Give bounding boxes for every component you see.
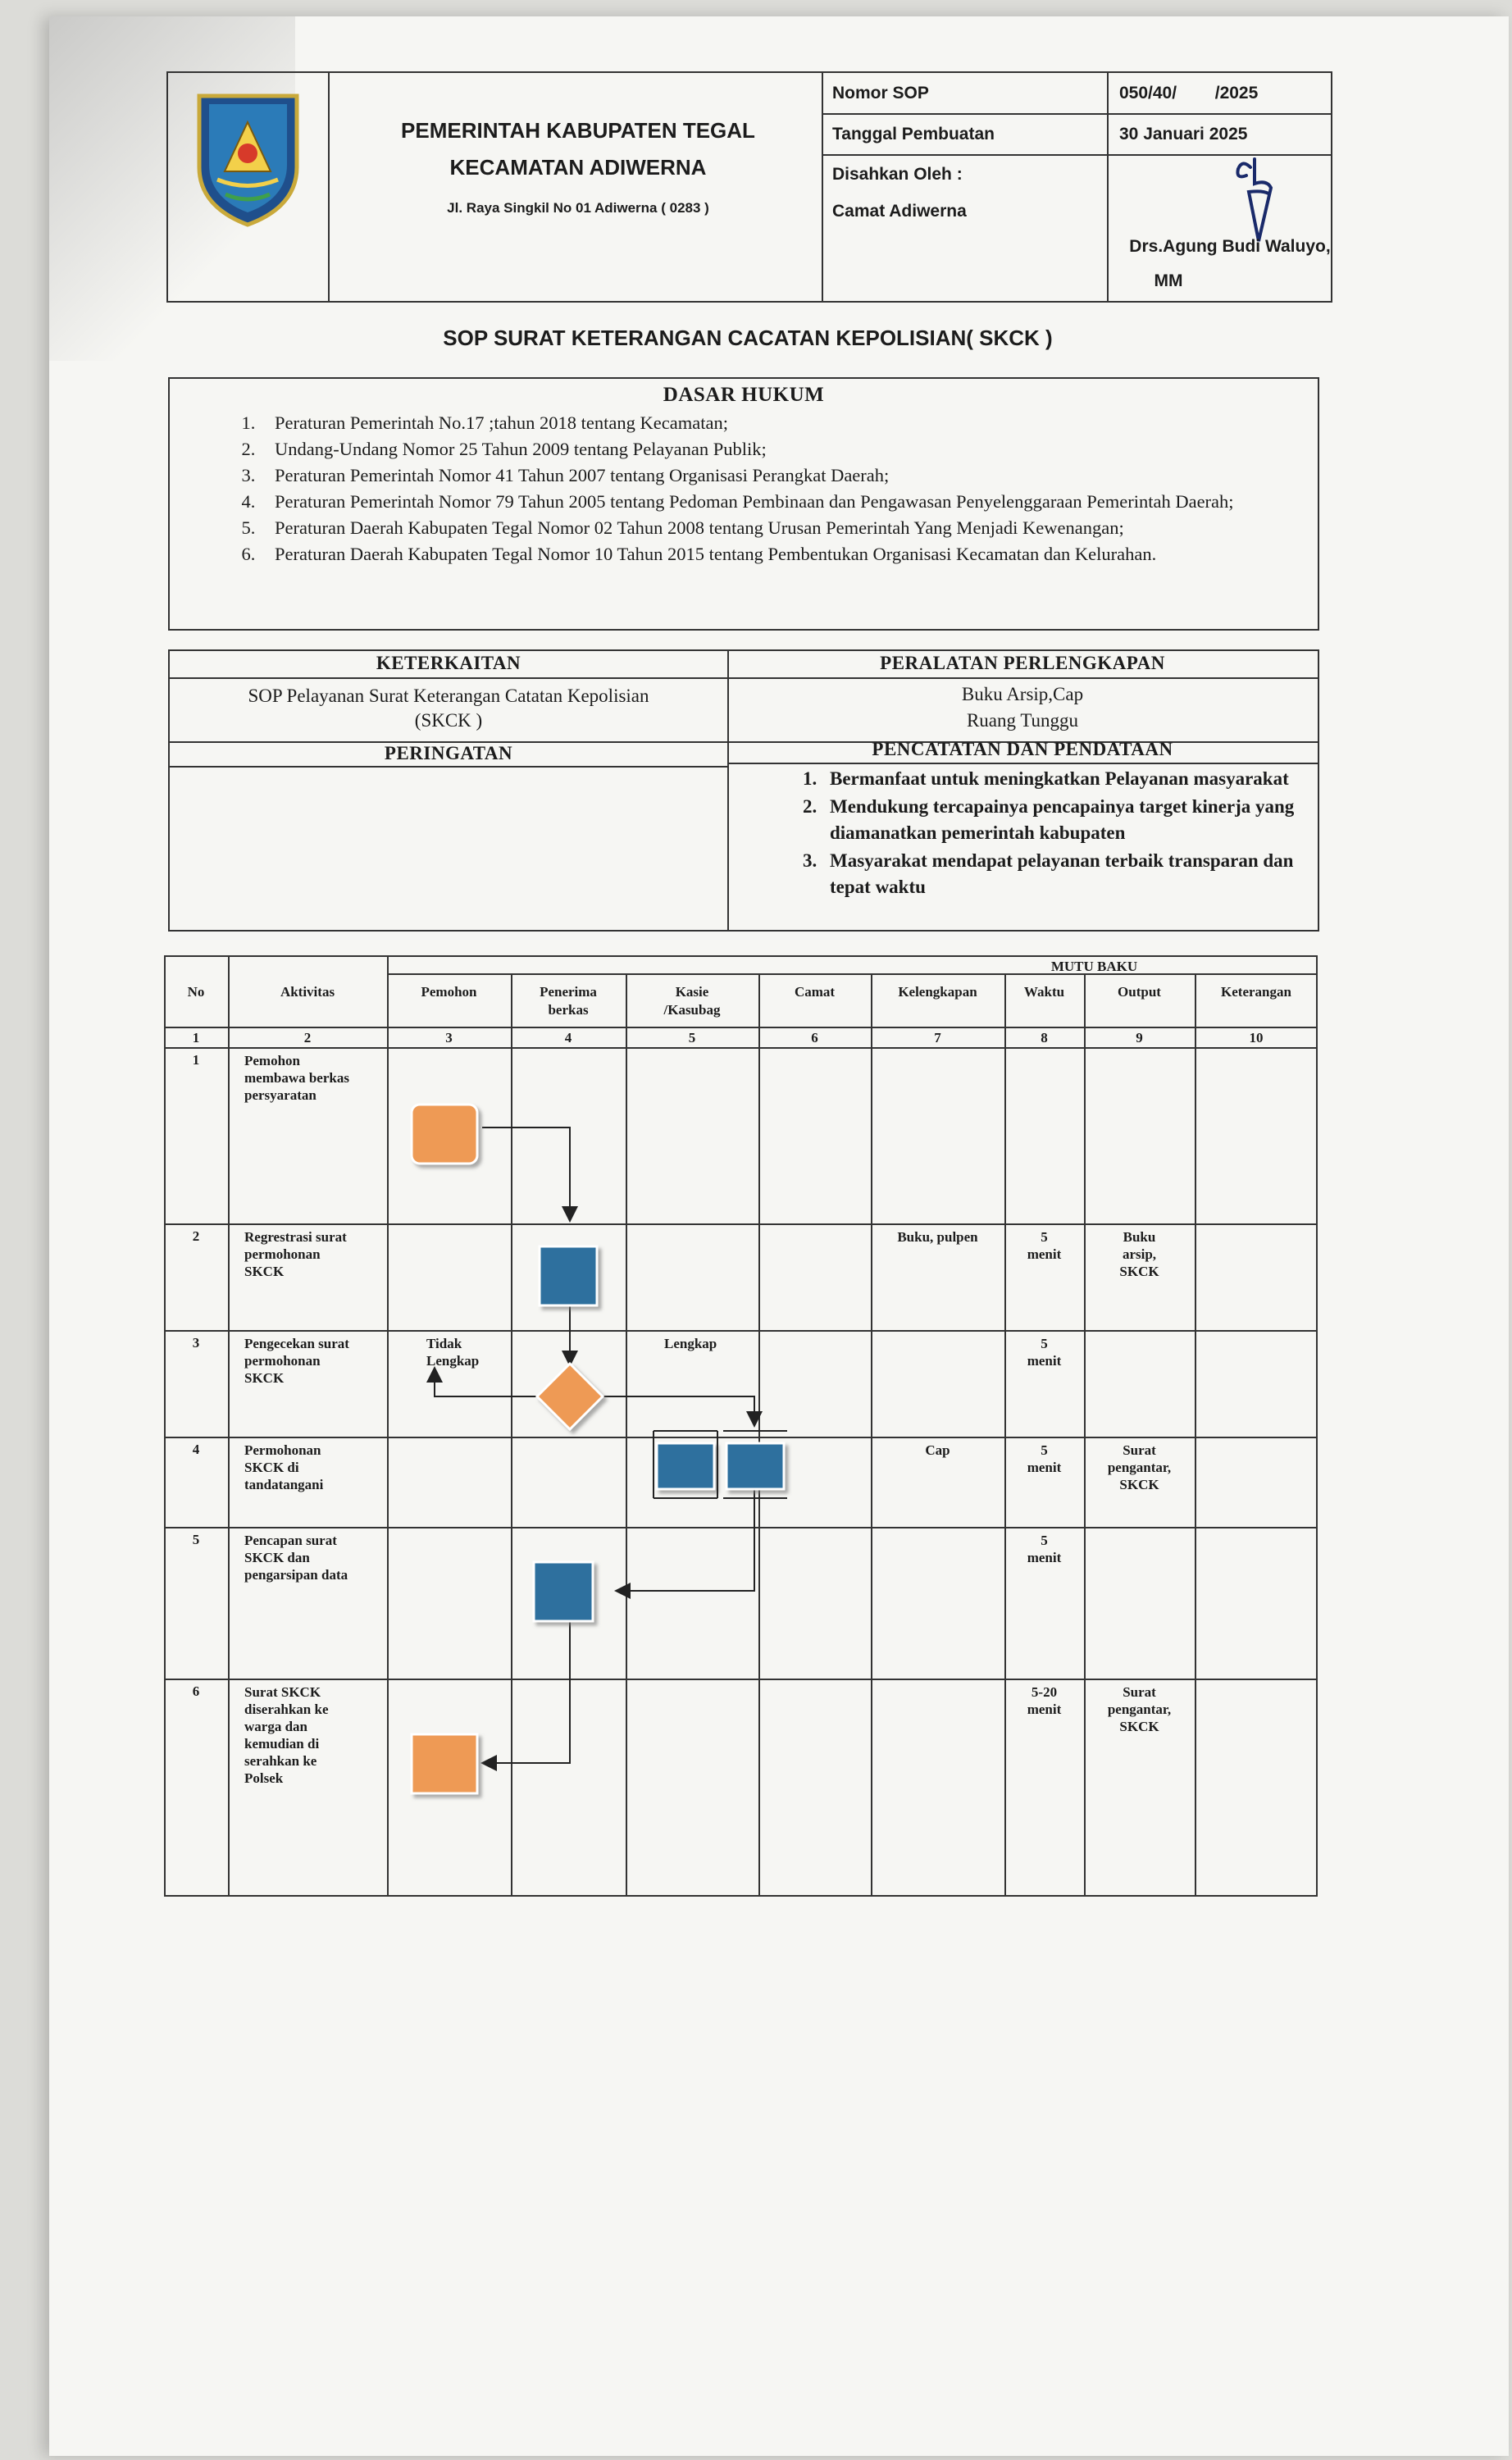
kabupaten-tegal-emblem <box>193 89 303 227</box>
pencatatan-item: 1. Bermanfaat untuk meningkatkan Pelayanan masyarakat <box>822 766 1322 792</box>
row-output: Buku arsip, SKCK <box>1119 1229 1159 1279</box>
col-output-header: Output <box>1118 984 1161 1000</box>
nomor-sop-label: Nomor SOP <box>832 84 929 102</box>
peringatan-heading: PERINGATAN <box>384 743 513 763</box>
dasar-hukum-heading: DASAR HUKUM <box>663 384 825 406</box>
tanggal-value: 30 Januari 2025 <box>1119 125 1248 144</box>
col-kelengkapan-header: Kelengkapan <box>898 984 977 1000</box>
pencatatan-list <box>781 766 1322 902</box>
start-shape <box>412 1105 477 1164</box>
sop-header <box>166 71 1332 303</box>
keterkaitan-heading: KETERKAITAN <box>376 653 521 673</box>
process-camat-shape <box>726 1443 784 1489</box>
flow-label-lengkap: Lengkap <box>664 1336 717 1351</box>
tanggal-label: Tanggal Pembuatan <box>832 125 995 144</box>
dasar-hukum-item: 4. Peraturan Pemerintah Nomor 79 Tahun 2005 tentang Pedoman Pembinaan dan Pengawasan Penyelenggaraan Pemerintah Daerah; <box>260 489 1318 515</box>
col-number: 6 <box>811 1030 818 1046</box>
dasar-hukum-box <box>168 377 1319 631</box>
row-waktu: 5 menit <box>1027 1533 1062 1565</box>
keterkaitan-line1: SOP Pelayanan Surat Keterangan Catatan Kepolisian <box>248 686 649 706</box>
pencatatan-item: 3. Masyarakat mendapat pelayanan terbaik transparan dan tepat waktu <box>822 848 1322 900</box>
dasar-hukum-item: 1. Peraturan Pemerintah No.17 ;tahun 2018 tentang Kecamatan; <box>260 410 1318 436</box>
row-waktu: 5 menit <box>1027 1442 1062 1475</box>
row-waktu: 5 menit <box>1027 1229 1062 1262</box>
col-kasie-header-2: /Kasubag <box>663 1002 721 1018</box>
connector-5-6 <box>484 1620 570 1763</box>
col-kasie-header: Kasie <box>675 984 709 1000</box>
col-keterangan-header: Keterangan <box>1221 984 1291 1000</box>
row-no: 5 <box>192 1532 200 1547</box>
col-penerima-header: Penerima <box>540 984 597 1000</box>
connector-4-5 <box>617 1485 754 1591</box>
row-kelengkapan: Buku, pulpen <box>897 1229 978 1245</box>
row-no: 2 <box>192 1228 200 1244</box>
sop-flow-table <box>164 955 1318 1897</box>
end-shape <box>412 1734 477 1793</box>
col-number: 9 <box>1136 1030 1143 1046</box>
pencatatan-heading: PENCATATAN DAN PENDATAAN <box>872 739 1173 759</box>
sop-title: SOP SURAT KETERANGAN CACATAN KEPOLISIAN( SKCK ) <box>443 326 1053 350</box>
row-kelengkapan: Cap <box>925 1442 950 1458</box>
peralatan-heading: PERALATAN PERLENGKAPAN <box>880 653 1165 673</box>
disahkan-jabatan: Camat Adiwerna <box>832 202 967 221</box>
peralatan-line1: Buku Arsip,Cap <box>961 684 1084 704</box>
peralatan-line2: Ruang Tunggu <box>966 710 1079 731</box>
col-number: 7 <box>934 1030 941 1046</box>
org-subname: KECAMATAN ADIWERNA <box>449 155 707 180</box>
col-waktu-header: Waktu <box>1023 984 1065 1000</box>
dasar-hukum-list <box>170 410 1318 567</box>
row-output: Surat pengantar, SKCK <box>1107 1442 1172 1492</box>
connector-1-2 <box>482 1128 570 1219</box>
row-aktivitas: Permohonan SKCK di tandatangani <box>244 1442 324 1492</box>
keterkaitan-box <box>168 649 1319 932</box>
col-number: 2 <box>303 1030 312 1046</box>
nomor-sop-value: 050/40/ /2025 <box>1119 84 1259 102</box>
signer-name: Drs.Agung Budi Waluyo, <box>1129 237 1331 256</box>
decision-shape <box>537 1364 603 1429</box>
row-no: 3 <box>192 1335 200 1351</box>
disahkan-label: Disahkan Oleh : <box>832 165 963 184</box>
row-aktivitas: Regrestrasi surat permohonan SKCK <box>244 1229 347 1279</box>
dasar-hukum-item: 2. Undang-Undang Nomor 25 Tahun 2009 tentang Pelayanan Publik; <box>260 436 1318 462</box>
connector-lengkap <box>597 1396 754 1424</box>
row-no: 4 <box>192 1442 200 1457</box>
mutu-baku-header: MUTU BAKU <box>1050 959 1138 974</box>
row-waktu: 5 menit <box>1027 1336 1062 1369</box>
process-kasie-shape <box>657 1443 714 1489</box>
signer-title: MM <box>1154 271 1183 290</box>
col-number: 10 <box>1249 1030 1264 1046</box>
col-number: 8 <box>1041 1030 1048 1046</box>
col-penerima-header-2: berkas <box>548 1002 589 1018</box>
col-pemohon-header: Pemohon <box>421 984 477 1000</box>
dasar-hukum-item: 6. Peraturan Daerah Kabupaten Tegal Nomor 10 Tahun 2015 tentang Pembentukan Organisasi Kecamatan dan Kelurahan. <box>260 541 1318 567</box>
col-number: 4 <box>564 1030 572 1046</box>
col-no-header: No <box>187 984 205 1000</box>
dasar-hukum-item: 3. Peraturan Pemerintah Nomor 41 Tahun 2007 tentang Organisasi Perangkat Daerah; <box>260 462 1318 489</box>
process-archive-shape <box>534 1562 593 1621</box>
col-number: 1 <box>192 1030 200 1046</box>
col-camat-header: Camat <box>794 984 836 1000</box>
flow-diagram <box>164 955 1318 1897</box>
row-waktu: 5-20 menit <box>1027 1684 1062 1717</box>
row-no: 1 <box>192 1052 200 1068</box>
pencatatan-item: 2. Mendukung tercapainya pencapainya target kinerja yang diamanatkan pemerintah kabupaten <box>822 794 1322 846</box>
flow-label-tidak: Tidak Lengkap <box>426 1336 480 1369</box>
org-name: PEMERINTAH KABUPATEN TEGAL <box>401 118 755 143</box>
process-register-shape <box>540 1246 597 1305</box>
col-number: 3 <box>445 1030 453 1046</box>
connector-tidak <box>435 1369 543 1396</box>
dasar-hukum-item: 5. Peraturan Daerah Kabupaten Tegal Nomor 02 Tahun 2008 tentang Urusan Pemerintah Yang Menjadi Kewenangan; <box>260 515 1318 541</box>
keterkaitan-line2: (SKCK ) <box>414 710 483 731</box>
row-aktivitas: Pencapan surat SKCK dan pengarsipan data <box>244 1533 348 1583</box>
row-aktivitas: Pemohon membawa berkas persyaratan <box>244 1053 349 1103</box>
col-aktivitas-header: Aktivitas <box>280 984 335 1000</box>
org-address: Jl. Raya Singkil No 01 Adiwerna ( 0283 ) <box>447 200 709 216</box>
row-aktivitas: Pengecekan surat permohonan SKCK <box>244 1336 349 1386</box>
row-output: Surat pengantar, SKCK <box>1107 1684 1172 1734</box>
row-aktivitas: Surat SKCK diserahkan ke warga dan kemudian di serahkan ke Polsek <box>244 1684 329 1786</box>
col-number: 5 <box>688 1030 696 1046</box>
row-no: 6 <box>192 1683 200 1699</box>
